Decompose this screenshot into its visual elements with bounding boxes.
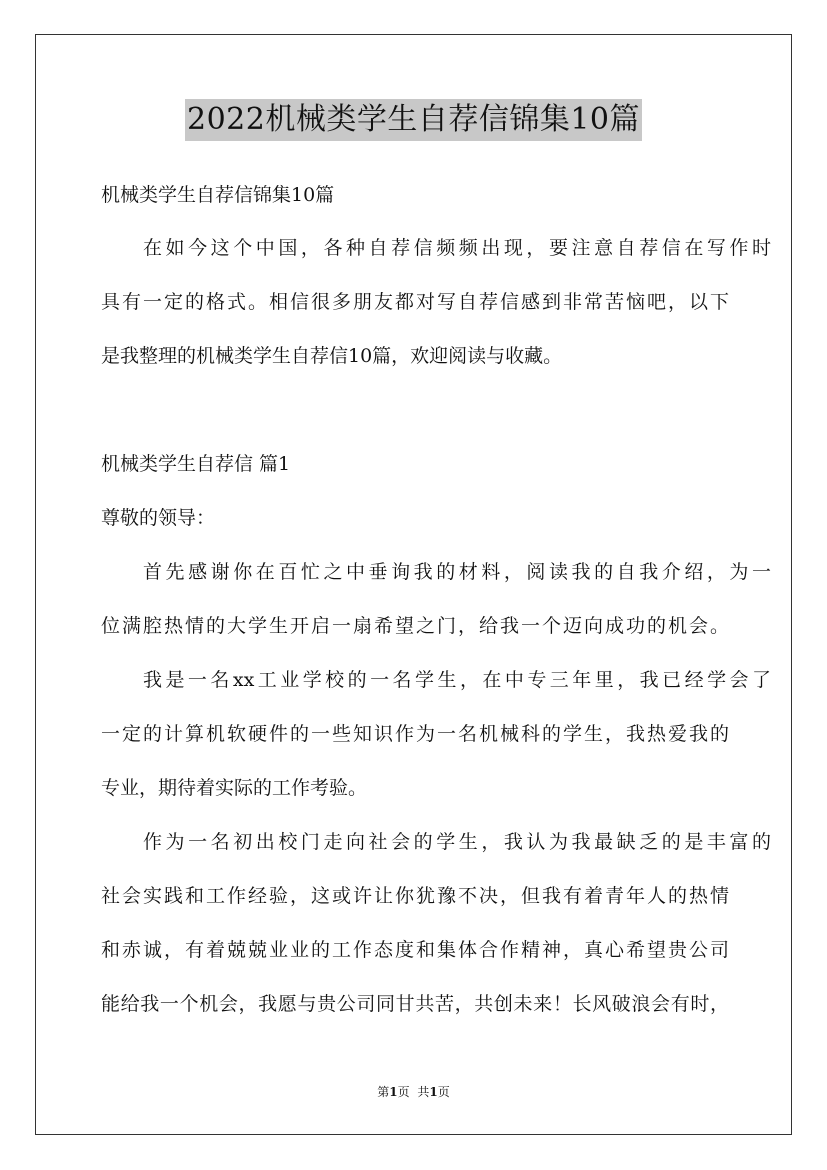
paragraph-line: 和赤诚，有着兢兢业业的工作态度和集体合作精神，真心希望贵公司 — [101, 939, 729, 961]
paragraph-line: 我是一名xx工业学校的一名学生，在中专三年里，我已经学会了 — [143, 669, 771, 691]
title-container — [0, 99, 827, 141]
total-suffix: 页 — [437, 1085, 450, 1099]
paragraph-line: 位满腔热情的大学生开启一扇希望之门，给我一个迈向成功的机会。 — [101, 615, 729, 637]
section-heading: 机械类学生自荐信 篇1 — [101, 453, 291, 475]
subtitle-line: 机械类学生自荐信锦集10篇 — [101, 184, 335, 206]
document-title: 2022机械类学生自荐信锦集10篇 — [185, 99, 642, 141]
salutation: 尊敬的领导： — [101, 507, 216, 529]
paragraph-line: 首先感谢你在百忙之中垂询我的材料，阅读我的自我介绍，为一 — [143, 561, 771, 583]
total-pages: 1 — [429, 1085, 438, 1099]
paragraph-line: 是我整理的机械类学生自荐信10篇，欢迎阅读与收藏。 — [101, 345, 563, 367]
total-prefix: 共 — [417, 1085, 430, 1099]
paragraph-line: 具有一定的格式。相信很多朋友都对写自荐信感到非常苦恼吧，以下 — [101, 291, 729, 313]
paragraph-line: 能给我一个机会，我愿与贵公司同甘共苦，共创未来！长风破浪会有时， — [101, 993, 729, 1015]
paragraph-line: 专业，期待着实际的工作考验。 — [101, 777, 368, 799]
paragraph-line: 作为一名初出校门走向社会的学生，我认为我最缺乏的是丰富的 — [143, 831, 771, 853]
paragraph-line: 一定的计算机软硬件的一些知识作为一名机械科的学生，我热爱我的 — [101, 723, 729, 745]
page-number: 1 — [389, 1085, 398, 1099]
page-suffix: 页 — [397, 1085, 410, 1099]
page-footer — [0, 1082, 827, 1102]
paragraph-line: 在如今这个中国，各种自荐信频频出现，要注意自荐信在写作时 — [143, 237, 771, 259]
paragraph-line: 社会实践和工作经验，这或许让你犹豫不决，但我有着青年人的热情 — [101, 885, 729, 907]
page-prefix: 第 — [377, 1085, 390, 1099]
